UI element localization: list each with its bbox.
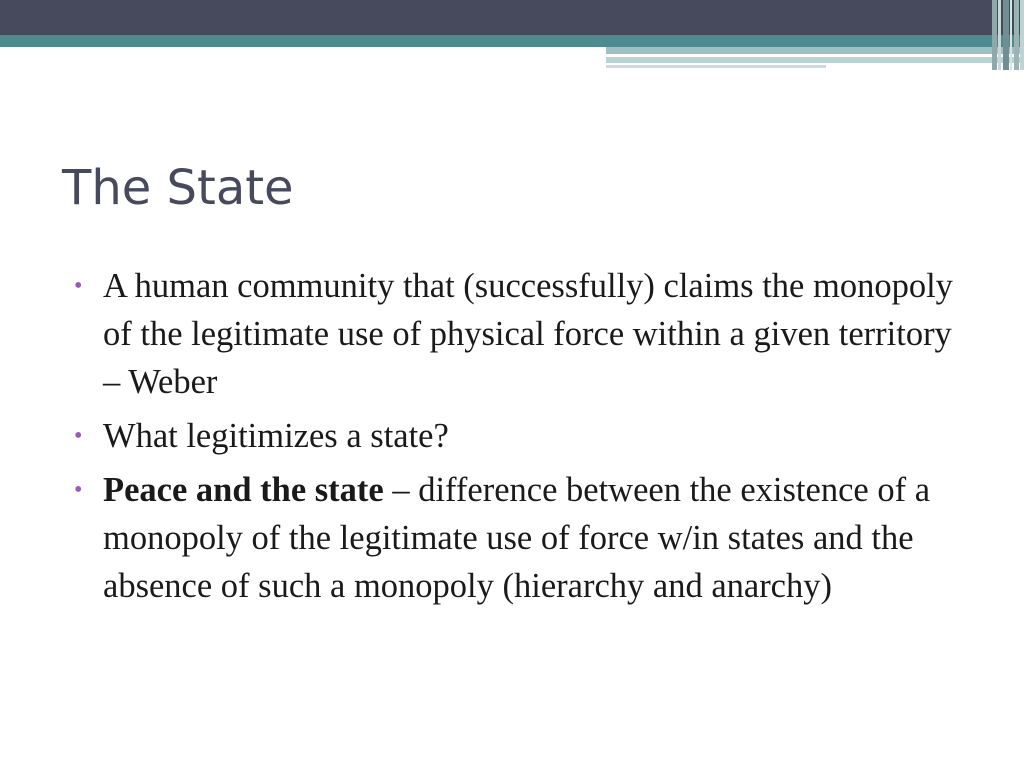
header-light-band-3: [606, 65, 826, 68]
bullet-item: [74, 412, 954, 460]
header-teal-band: [0, 35, 1024, 47]
bullet-dot-icon: •: [74, 477, 83, 503]
bullet-list: [74, 262, 954, 616]
bullet-item: [74, 262, 954, 406]
slide-title: The State: [62, 160, 294, 216]
header-vertical-stripes: [992, 0, 1024, 70]
bullet-text: – difference between the existence of a monopoly of the legitimate use of force w/in states and the absence of such a monopoly (hierarchy and anarchy): [103, 471, 931, 605]
bullet-item: [74, 466, 954, 610]
header-light-band: [606, 47, 1024, 54]
header-light-band-2: [606, 57, 1024, 63]
bullet-bold-lead: Peace and the state: [103, 471, 384, 509]
header-dark-band: [0, 0, 1024, 35]
bullet-dot-icon: •: [74, 423, 83, 449]
bullet-text: What legitimizes a state?: [103, 417, 449, 455]
bullet-dot-icon: •: [74, 273, 83, 299]
bullet-text: A human community that (successfully) claims the monopoly of the legitimate use of physical force within a given territory – Weber: [103, 267, 953, 401]
